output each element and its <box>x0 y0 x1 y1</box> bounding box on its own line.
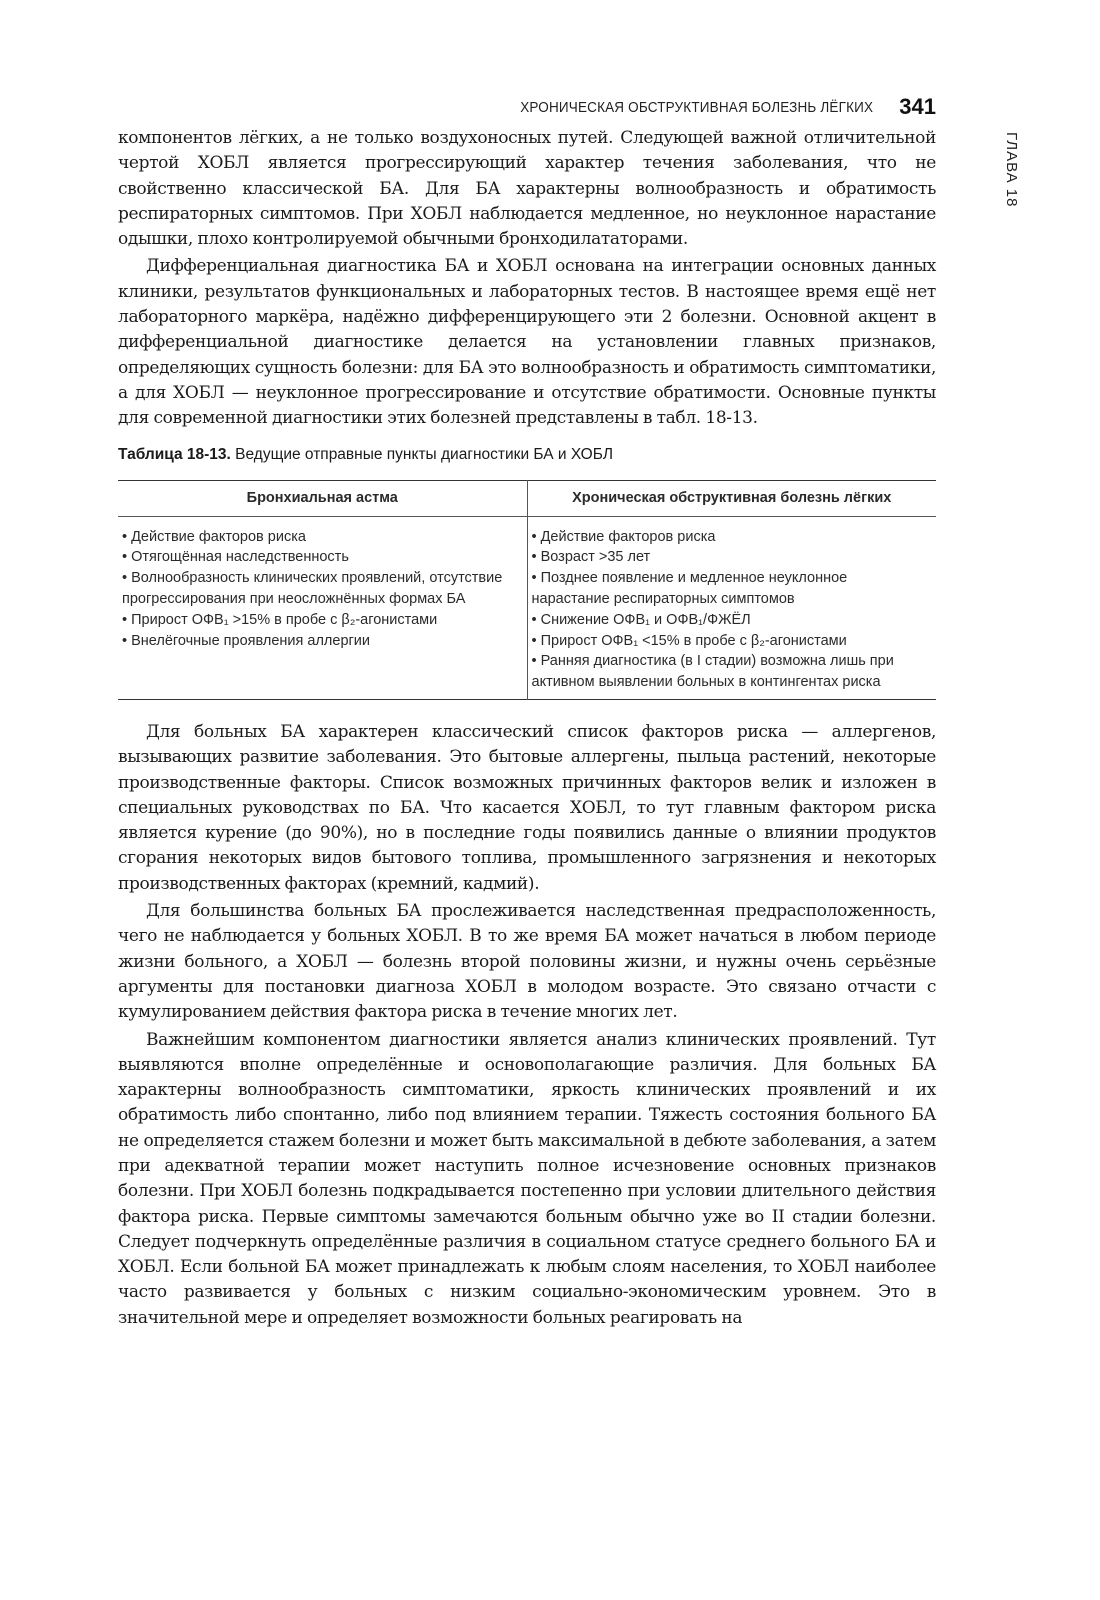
paragraph-risk-factors: Для больных БА характерен классический список факторов риска — аллергенов, вызывающих развитие заболевания. Это бытовые аллергены, пыльца растений, некоторые производственные факторы. Список возможных причинных факторов велик и изложен в специальных руководствах по БА. Что касается ХОБЛ, то тут главным фактором риска является курение (до 90%), но в последние годы появились данные о влиянии продуктов сгорания некоторых видов бытового топлива, промышленного загрязнения и некоторых производственных факторах (кремний, кадмий). <box>118 721 936 894</box>
table-caption <box>118 446 936 464</box>
table-row <box>118 516 936 699</box>
paragraph-heredity: Для большинства больных БА прослеживается наследственная предрасположенность, чего не наблюдается у больных ХОБЛ. В то же время БА может начаться в любом периоде жизни больного, а ХОБЛ — болезнь второй половины жизни, и нужны очень серьёзные аргументы для постановки диагноза ХОБЛ в молодом возрасте. Это связано отчасти с кумулированием действия фактора риска в течение многих лет. <box>118 901 936 1023</box>
page-header <box>118 86 936 120</box>
list-item: • Действие факторов риска <box>122 528 306 545</box>
paragraph-clinical-analysis: Важнейшим компонентом диагностики является анализ клинических проявлений. Тут выявляются вполне определённые и основополагающие различия. Для больных БА характерны волнообразность симптоматики, яркость клинических проявлений и их обратимость либо спонтанно, либо под влиянием терапии. Тяжесть состояния больного БА не определяется стажем болезни и может быть максимальной в дебюте заболевания, а затем при адекватной терапии может наступить полное исчезновение основных признаков болезни. При ХОБЛ болезнь подкрадывается постепенно при условии длительного действия фактора риска. Первые симптомы замечаются больным обычно уже во II стадии болезни. Следует подчеркнуть определённые различия в социальном статусе среднего больного БА и ХОБЛ. Если больной БА может принадлежать к любым слоям населения, то ХОБЛ наиболее часто развивается у больных с низким социально-экономическим уровнем. Это в значительной мере и определяет возможности больных реагировать на <box>118 1029 936 1328</box>
table-caption-text: Ведущие отправные пункты диагностики БА и ХОБЛ <box>230 445 614 463</box>
paragraph-continuation: компонентов лёгких, а не только воздухоносных путей. Следующей важной отличительной чертой ХОБЛ является прогрессирующий характер течения заболевания, что не свойственно классической БА. Для БА характерны волнообразность и обратимость респираторных симптомов. При ХОБЛ наблюдается медленное, но неуклонное нарастание одышки, плохо контролируемой обычными бронходилататорами. <box>118 128 936 250</box>
page-body <box>118 126 936 1331</box>
chapter-tab: ГЛАВА 18 <box>1003 132 1020 208</box>
list-item: • Отягощённая наследственность <box>122 549 349 566</box>
page-number: 341 <box>899 94 936 119</box>
list-item: • Ранняя диагностика (в I стадии) возможна лишь при активном выявлении больных в контингентах риска <box>531 653 894 691</box>
list-item: • Волнообразность клинических проявлений, отсутствие прогрессирования при неосложнённых формах БА <box>122 570 503 607</box>
table-caption-label: Таблица 18-13. <box>118 445 231 463</box>
list-item: • Действие факторов риска <box>531 528 716 545</box>
cell-copd <box>527 516 936 699</box>
list-item: • Прирост ОФВ₁ <15% в пробе с β₂-агонистами <box>531 632 847 649</box>
copd-criteria-list <box>532 527 929 693</box>
list-item: • Внелёгочные проявления аллергии <box>122 632 371 649</box>
list-item: • Позднее появление и медленное неуклонное нарастание респираторных симптомов <box>531 570 848 607</box>
list-item: • Прирост ОФВ₁ >15% в пробе с β₂-агонистами <box>122 611 438 628</box>
paragraph-differential-diagnosis: Дифференциальная диагностика БА и ХОБЛ основана на интеграции основных данных клиники, результатов функциональных и лабораторных тестов. В настоящее время ещё нет лабораторного маркёра, надёжно дифференцирующего эти 2 болезни. Основной акцент в дифференциальной диагностике делается на установлении главных признаков, определяющих сущность болезни: для БА это волнообразность и обратимость симптоматики, а для ХОБЛ — неуклонное прогрессирование и отсутствие обратимости. Основные пункты для современной диагностики этих болезней представлены в табл. 18-13. <box>118 256 936 429</box>
diagnosis-table <box>118 480 936 700</box>
header-copd: Хроническая обструктивная болезнь лёгких <box>527 480 936 516</box>
cell-asthma <box>118 516 527 699</box>
running-title: ХРОНИЧЕСКАЯ ОБСТРУКТИВНАЯ БОЛЕЗНЬ ЛЁГКИХ <box>520 99 874 116</box>
asthma-criteria-list <box>122 527 519 652</box>
table-header-row <box>118 480 936 516</box>
list-item: • Снижение ОФВ₁ и ОФВ₁/ФЖЁЛ <box>531 611 751 628</box>
list-item: • Возраст >35 лет <box>531 549 651 566</box>
header-asthma: Бронхиальная астма <box>118 480 527 516</box>
